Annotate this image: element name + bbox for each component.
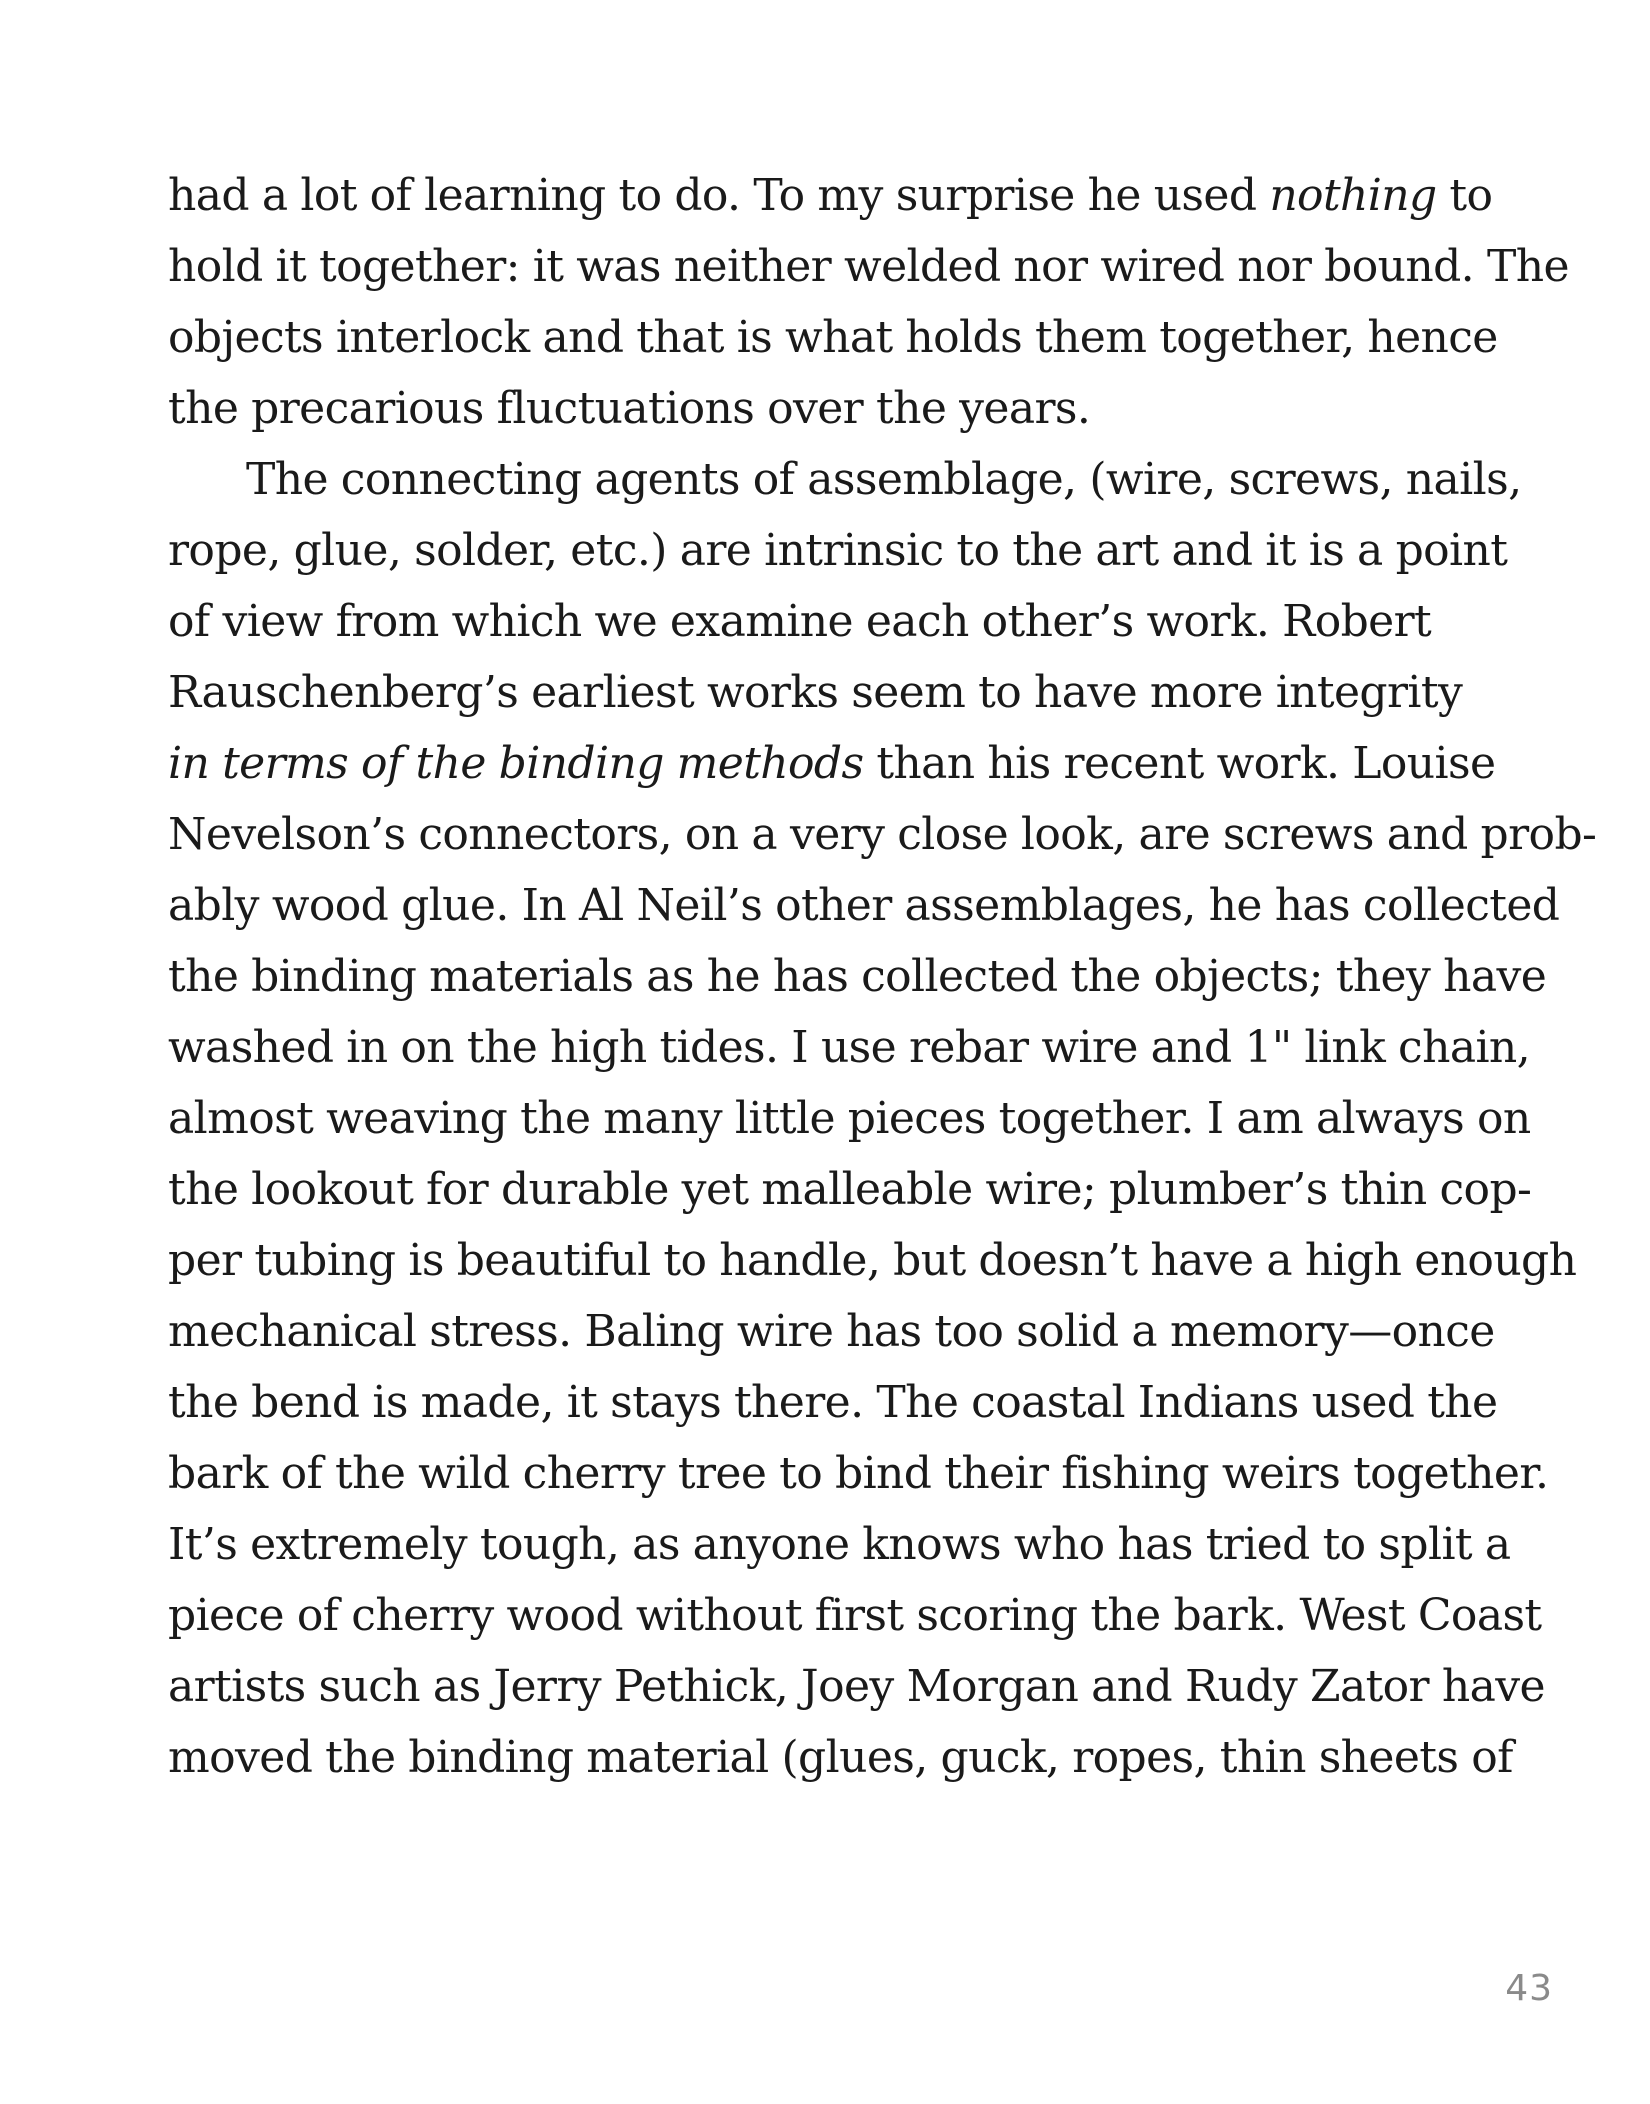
text-line-14: almost weaving the many little pieces together. I am always on bbox=[168, 1093, 1531, 1144]
text-line-9: in terms of the binding methods than his recent work. Louise bbox=[168, 738, 1496, 789]
text-line-21: piece of cherry wood without first scoring the bark. West Coast bbox=[168, 1590, 1542, 1641]
text-line-19: bark of the wild cherry tree to bind their fishing weirs together. bbox=[168, 1448, 1549, 1499]
emphasis-binding-methods: in terms of the binding methods bbox=[168, 738, 864, 789]
text-line-11: ably wood glue. In Al Neil’s other assemblages, he has collected bbox=[168, 880, 1560, 931]
text-line-22: artists such as Jerry Pethick, Joey Morgan and Rudy Zator have bbox=[168, 1661, 1545, 1712]
text-line-16: per tubing is beautiful to handle, but doesn’t have a high enough bbox=[168, 1235, 1577, 1286]
text-line-6: rope, glue, solder, etc.) are intrinsic to the art and it is a point bbox=[168, 525, 1508, 576]
text-line-5-paragraph-start: The connecting agents of assemblage, (wire, screws, nails, bbox=[246, 454, 1522, 505]
text-line-1: had a lot of learning to do. To my surprise he used nothing to bbox=[168, 170, 1493, 221]
text-line-8: Rauschenberg’s earliest works seem to have more integrity bbox=[168, 667, 1463, 718]
text-line-23: moved the binding material (glues, guck, ropes, thin sheets of bbox=[168, 1732, 1513, 1783]
text-line-12: the binding materials as he has collected the objects; they have bbox=[168, 951, 1547, 1002]
text-line-18: the bend is made, it stays there. The coastal Indians used the bbox=[168, 1377, 1498, 1428]
text-line-13: washed in on the high tides. I use rebar wire and 1" link chain, bbox=[168, 1022, 1531, 1073]
text-line-7: of view from which we examine each other’s work. Robert bbox=[168, 596, 1432, 647]
emphasis-nothing: nothing bbox=[1269, 170, 1437, 221]
text-line-15: the lookout for durable yet malleable wire; plumber’s thin cop- bbox=[168, 1164, 1532, 1215]
text-line-3: objects interlock and that is what holds them together, hence bbox=[168, 312, 1498, 363]
text-line-10: Nevelson’s connectors, on a very close look, are screws and prob- bbox=[168, 809, 1597, 860]
text-line-4: the precarious fluctuations over the years. bbox=[168, 383, 1091, 434]
text-line-2: hold it together: it was neither welded nor wired nor bound. The bbox=[168, 241, 1569, 292]
body-text bbox=[168, 160, 1597, 1793]
text-line-20: It’s extremely tough, as anyone knows who has tried to split a bbox=[168, 1519, 1511, 1570]
page-number: 43 bbox=[1505, 1968, 1553, 2009]
text-line-17: mechanical stress. Baling wire has too solid a memory—once bbox=[168, 1306, 1495, 1357]
